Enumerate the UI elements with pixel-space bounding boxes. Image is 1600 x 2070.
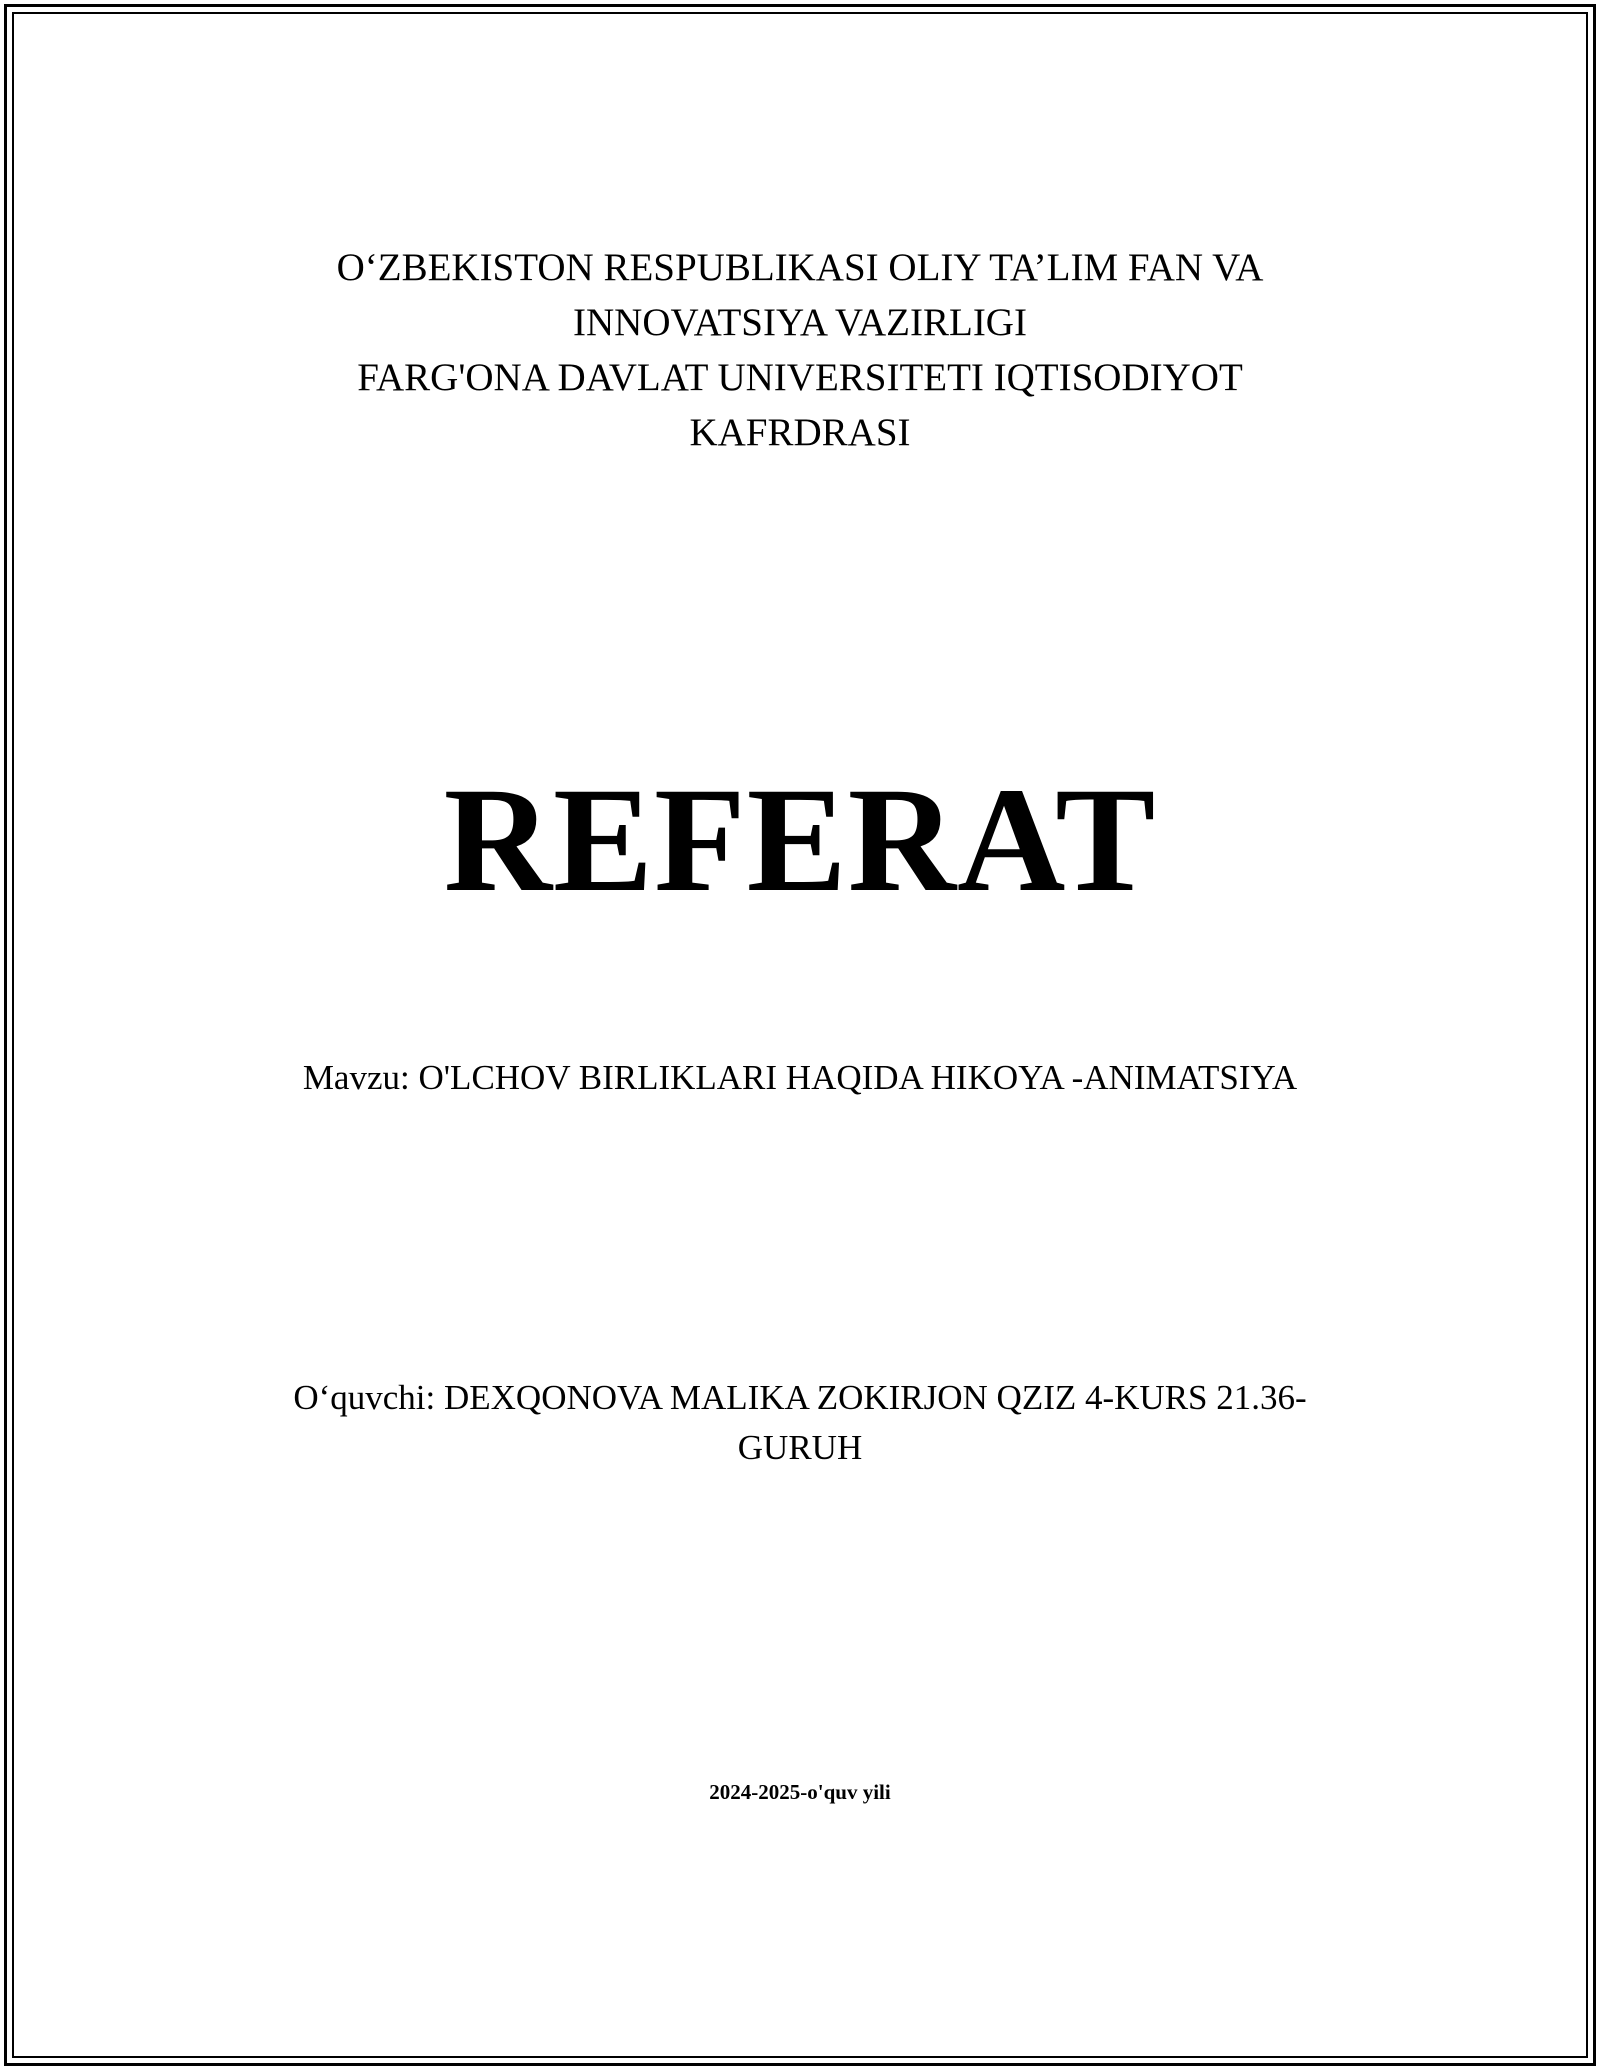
- student-line-1: O‘quvchi: DEXQONOVA MALIKA ZOKIRJON QZIZ 4-KURS 21.36-: [293, 1378, 1307, 1417]
- student-line-2: GURUH: [737, 1428, 863, 1467]
- student-info: [0, 1373, 1600, 1473]
- ministry-header: [0, 240, 1600, 460]
- academic-year: 2024-2025-o'quv yili: [709, 1780, 891, 1804]
- document-title: REFERAT: [443, 757, 1157, 923]
- header-line-1: O‘ZBEKISTON RESPUBLIKASI OLIY TA’LIM FAN VA: [336, 246, 1264, 289]
- header-line-2: INNOVATSIYA VAZIRLIGI: [573, 301, 1027, 344]
- header-line-3: FARG'ONA DAVLAT UNIVERSITETI IQTISODIYOT: [357, 356, 1243, 399]
- topic-line: Mavzu: O'LCHOV BIRLIKLARI HAQIDA HIKOYA -ANIMATSIYA: [302, 1058, 1298, 1097]
- header-line-4: KAFRDRASI: [689, 411, 911, 454]
